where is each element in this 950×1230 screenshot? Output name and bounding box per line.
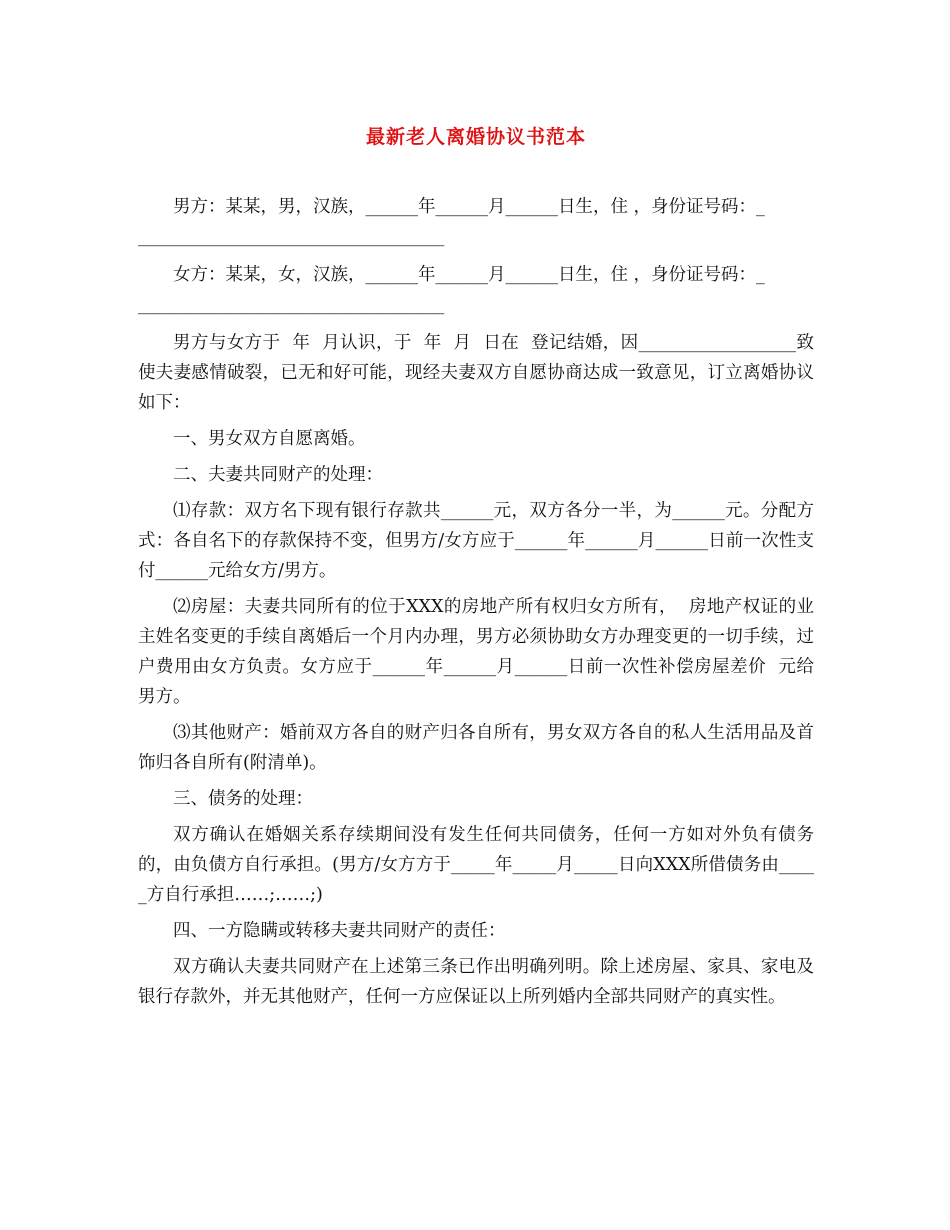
paragraph-marriage-background: 男方与女方于 年 月认识，于 年 月 日在 登记结婚，因__________________致使夫妻感情破裂，已无和好可能，现经夫妻双方自愿协商达成一致意见，订立离婚协议如下： (138, 333, 814, 413)
female-id-blank: ___________________________________ (138, 295, 445, 315)
clause-2-property-heading: 二、夫妻共同财产的处理： (173, 465, 383, 485)
clause-3-debt-heading: 三、债务的处理： (173, 789, 313, 809)
clause-1-voluntary-divorce: 一、男女双方自愿离婚。 (173, 429, 366, 449)
clause-2-3-other-property: ⑶其他财产：婚前双方各自的财产归各自所有，男女双方各自的私人生活用品及首饰归各自所有(附清单)。 (138, 723, 814, 773)
clause-3-debt-body: 双方确认在婚姻关系存续期间没有发生任何共同债务，任何一方如对外负有债务的，由负债方自行承担。(男方/女方方于_____年_____月_____日向XXX所借债务由_____方自行承担……;……;) (138, 825, 814, 905)
document-body (138, 192, 814, 1012)
clause-4-concealment-heading: 四、一方隐瞒或转移夫妻共同财产的责任： (173, 921, 506, 941)
document-page (138, 0, 814, 1230)
male-id-blank: ___________________________________ (138, 227, 445, 247)
paragraph-female-party: 女方：某某，女，汉族，______年______月______日生，住 ，身份证号码：_ (173, 265, 765, 285)
document-title: 最新老人离婚协议书范本 (365, 126, 586, 148)
clause-2-2-house: ⑵房屋：夫妻共同所有的位于XXX的房地产所有权归女方所有， 房地产权证的业主姓名变更的手续自离婚后一个月内办理，男方必须协助女方办理变更的一切手续，过户费用由女方负责。女方应于______年______月______日前一次性补偿房屋差价 元给男方。 (138, 597, 814, 707)
clause-4-concealment-body: 双方确认夫妻共同财产在上述第三条已作出明确列明。除上述房屋、家具、家电及银行存款外，并无其他财产，任何一方应保证以上所列婚内全部共同财产的真实性。 (138, 957, 814, 1007)
paragraph-male-party: 男方：某某，男，汉族，______年______月______日生，住 ，身份证号码：_ (173, 197, 765, 217)
clause-2-1-savings: ⑴存款：双方名下现有银行存款共______元，双方各分一半，为______元。分配方式：各自名下的存款保持不变，但男方/女方应于______年______月______日前一次性支付______元给女方/男方。 (138, 501, 814, 581)
